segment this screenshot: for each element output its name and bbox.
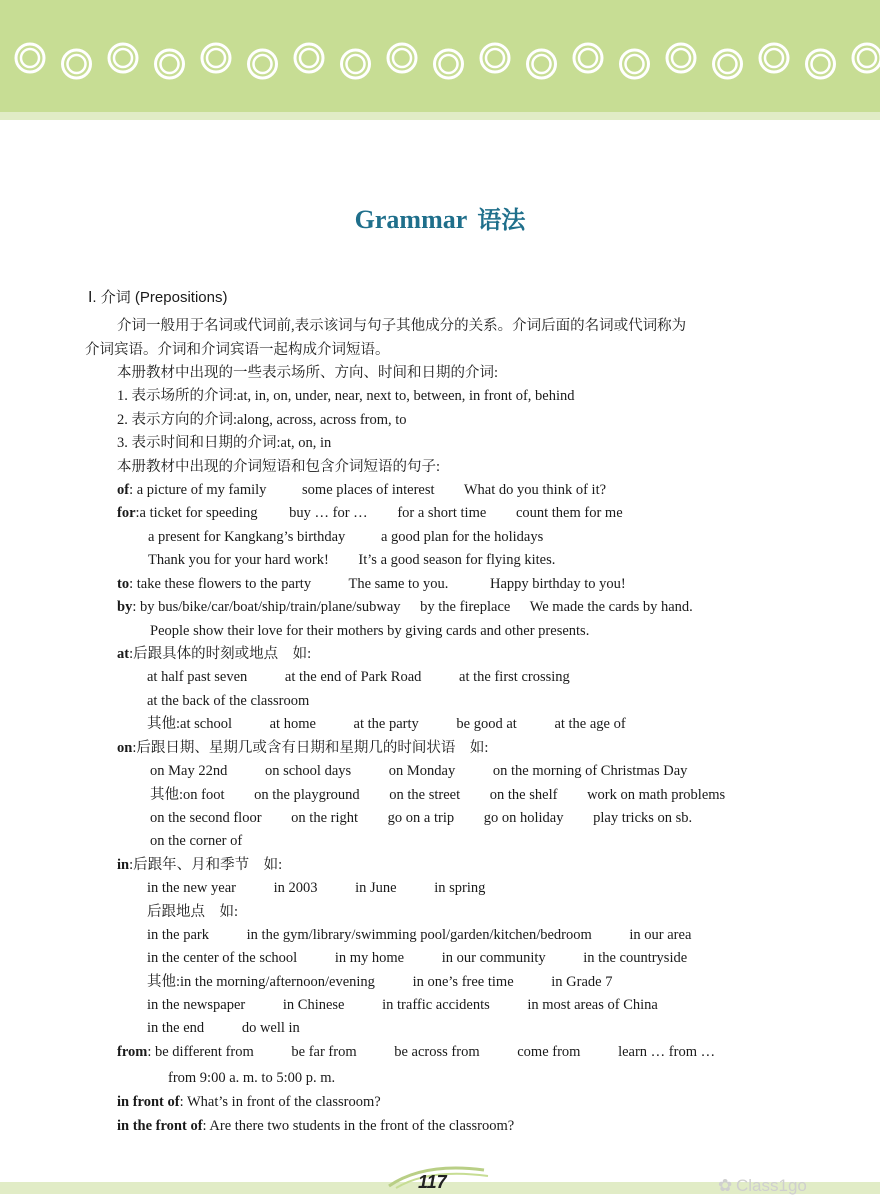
entry-at-cont [147,667,570,687]
rule-place: 1. 表示场所的介词:at, in, on, under, near, next to, between, in front of, behind [117,388,575,404]
example: in the morning/afternoon/evening [180,974,375,990]
ring-ornament [858,49,876,67]
example: in 2003 [273,880,318,896]
example: take these flowers to the party [136,576,312,592]
example: in Grade 7 [551,974,613,990]
example: at the age of [554,716,626,732]
example: at school [180,716,232,732]
example: Happy birthday to you! [489,576,626,592]
page-title-zh: 语法 [477,206,526,234]
page-title-en: Grammar [354,205,467,234]
other-label: 其他: [147,716,181,732]
example: It’s a good season for flying kites. [358,552,556,568]
example: We made the cards by hand. [529,599,693,615]
example: on the shelf [489,787,558,803]
example: in traffic accidents [382,997,490,1013]
entry-at-cont: at the back of the classroom [147,693,310,709]
example: in the park [147,927,210,943]
example: on school days [264,763,352,779]
example: in one’s free time [412,974,514,990]
keyword: of [117,482,130,498]
ring-ornament [393,49,411,67]
watermark: Class1go [736,1176,807,1195]
ring-ornament [68,55,86,73]
example: in the gym/library/swimming pool/garden/kitchen/bedroom [246,927,592,943]
entry-on-cont [150,808,692,828]
intro-line: 介词宾语。介词和介词宾语一起构成介词短语。 [85,342,390,358]
ring-ornament [300,49,318,67]
example: at the first crossing [459,669,570,685]
keyword: in the front of [117,1118,203,1134]
entry-for: for:a ticket for speeding buy … for … for a short time count them for me [117,505,623,521]
ring-ornament [719,55,737,73]
entry-in-cont [147,948,687,968]
entry-in-the-front-of: in the front of: Are there two students in the front of the classroom? [117,1118,515,1134]
entry-in-cont [147,995,658,1015]
example: on the street [389,787,461,803]
ring-ornament [765,49,783,67]
ring-ornament [161,55,179,73]
example: in our area [629,927,692,943]
example: do well in [241,1020,300,1036]
header-stripe [0,112,880,120]
other-label: 其他: [147,974,181,990]
example: on the playground [254,787,360,803]
example: count them for me [515,505,623,521]
example: at home [269,716,316,732]
example: in the newspaper [147,997,246,1013]
keyword: for [117,505,136,521]
usage-note: 后跟地点 如: [147,904,239,920]
example: come from [517,1044,581,1060]
entry-on: on:后跟日期、星期几或含有日期和星期几的时间状语 如: [117,740,489,756]
example: in the center of the school [147,950,298,966]
ring-ornament [207,49,225,67]
ring-ornament [812,55,830,73]
example: for a short time [397,505,487,521]
ring-ornament [21,49,39,67]
example: some places of interest [302,482,435,498]
example: in the end [147,1020,205,1036]
example: Thank you for your hard work! [148,552,329,568]
entry-to: to: take these flowers to the party The same to you. Happy birthday to you! [117,576,626,592]
intro-line: 本册教材中出现的介词短语和包含介词短语的句子: [117,459,441,475]
entry-in-cont [147,925,691,945]
ring-ornament [254,55,272,73]
example: go on holiday [483,810,564,826]
entry-by: by: by bus/bike/car/boat/ship/train/plane/subway by the fireplace We made the cards by hand. [117,599,693,615]
entry-at-other [147,714,626,734]
entry-on-other [150,785,725,805]
example: in our community [441,950,546,966]
entry-for-cont [148,527,543,547]
keyword: from [117,1044,148,1060]
ring-ornament [486,49,504,67]
entry-from: from: be different from be far from be across from come from learn … from … [117,1044,716,1060]
entry-in: in:后跟年、月和季节 如: [117,857,283,873]
example: go on a trip [387,810,455,826]
rule-direction: 2. 表示方向的介词:along, across, across from, to [117,412,407,428]
ring-ornament [440,55,458,73]
example: be across from [394,1044,480,1060]
example: a present for Kangkang’s birthday [148,529,346,545]
keyword: in front of [117,1094,180,1110]
intro-line: 本册教材中出现的一些表示场所、方向、时间和日期的介词: [117,365,499,381]
rule-time: 3. 表示时间和日期的介词:at, on, in [117,435,332,451]
example: work on math problems [587,787,726,803]
example: a ticket for speeding [139,505,258,521]
header-band [0,0,880,112]
example: learn … from … [618,1044,716,1060]
entry-on-cont [150,761,687,781]
entry-of: of: a picture of my family some places of interest What do you think of it? [117,482,607,498]
example: The same to you. [348,576,449,592]
example: on the right [291,810,359,826]
page-number: 117 [418,1172,447,1192]
entry-in-front-of: in front of: What’s in front of the classroom? [117,1094,381,1110]
example: on the morning of Christmas Day [492,763,688,779]
example: be good at [456,716,517,732]
entry-for-cont [148,550,555,570]
entry-in-cont [147,878,485,898]
example: in most areas of China [527,997,658,1013]
page-title [0,200,880,235]
ring-ornament [347,55,365,73]
example: play tricks on sb. [593,810,693,826]
ring-ornament [579,49,597,67]
example: What do you think of it? [463,482,607,498]
example: on May 22nd [150,763,228,779]
usage-note: 后跟日期、星期几或含有日期和星期几的时间状语 如: [136,740,489,756]
keyword: on [117,740,133,756]
usage-note: 后跟具体的时刻或地点 如: [133,646,312,662]
example: on Monday [388,763,456,779]
example: at the party [353,716,419,732]
entry-at: at:后跟具体的时刻或地点 如: [117,646,312,662]
example: a picture of my family [136,482,267,498]
example: buy … for … [289,505,368,521]
example: be different from [155,1044,254,1060]
example: be far from [291,1044,357,1060]
entry-by-cont: People show their love for their mothers by giving cards and other presents. [150,623,590,639]
example: in the countryside [583,950,688,966]
example: by the fireplace [420,599,511,615]
example: in June [355,880,397,896]
example: in Chinese [282,997,345,1013]
example: in my home [334,950,405,966]
ring-ornament [626,55,644,73]
keyword: to [117,576,130,592]
example: at half past seven [147,669,248,685]
ring-ornament [114,49,132,67]
example: at the end of Park Road [284,669,422,685]
usage-note: 后跟年、月和季节 如: [133,857,283,873]
other-label: 其他: [150,787,184,803]
intro-line: 介词一般用于名词或代词前,表示该词与句子其他成分的关系。介词后面的名词或代词称为 [117,318,687,334]
example: on foot [183,787,225,803]
example: by bus/bike/car/boat/ship/train/plane/subway [139,599,401,615]
entry-in-other [147,972,612,992]
entry-on-cont: on the corner of [150,833,243,849]
example: in the new year [147,880,236,896]
section-heading: Ⅰ. 介词 (Prepositions) [88,289,228,306]
ring-ornament [672,49,690,67]
chat-bubble-icon: ✿ [718,1176,733,1196]
decorative-rings [0,38,880,88]
keyword: in [117,857,130,873]
example: What’s in front of the classroom? [186,1094,381,1110]
example: in spring [434,880,486,896]
example: a good plan for the holidays [380,529,544,545]
entry-from-cont: from 9:00 a. m. to 5:00 p. m. [168,1070,336,1086]
example: Are there two students in the front of the classroom? [209,1118,515,1134]
keyword: by [117,599,133,615]
keyword: at [117,646,130,662]
example: on the second floor [150,810,262,826]
entry-in-cont [147,1018,300,1038]
ring-ornament [533,55,551,73]
